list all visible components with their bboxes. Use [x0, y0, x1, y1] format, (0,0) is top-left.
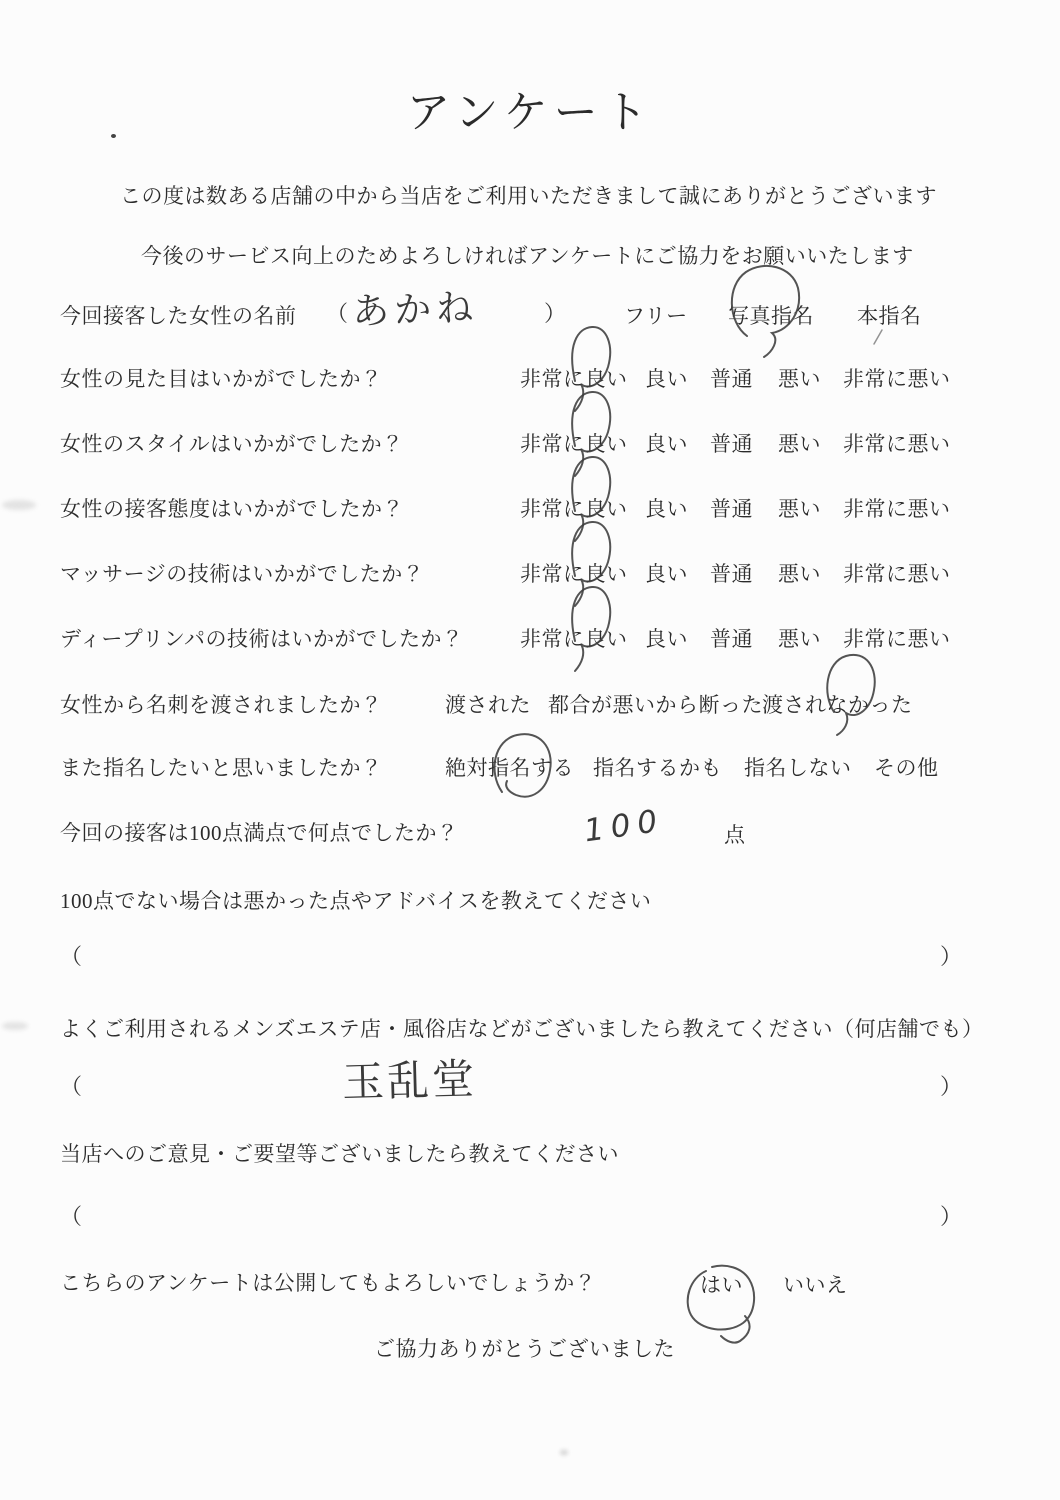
style-option-bad: 悪い	[778, 432, 821, 456]
massage-option-normal: 普通	[710, 562, 753, 586]
massage-option-very-good: 非常に良い	[520, 562, 628, 586]
lymph-option-very-good: 非常に良い	[520, 627, 628, 651]
publish-option-no: いいえ	[783, 1273, 848, 1297]
attitude-question-label: 女性の接客態度はいかがでしたか？	[60, 497, 404, 521]
name-paren-open: （	[326, 301, 349, 326]
rebook-option-definitely: 絶対指名する	[445, 756, 574, 780]
publish-question-label: こちらのアンケートは公開してもよろしいでしょうか？	[60, 1271, 597, 1295]
shops-question-label: よくご利用されるメンズエステ店・風俗店などがございましたら教えてください（何店舗でも）	[60, 1017, 984, 1041]
score-unit: 点	[724, 823, 746, 847]
looks-option-very-bad: 非常に悪い	[843, 367, 951, 391]
lymph-question-label: ディープリンパの技術はいかがでしたか？	[60, 627, 464, 651]
name-option-free: フリー	[624, 304, 688, 328]
attitude-option-normal: 普通	[710, 497, 753, 521]
looks-option-very-good: 非常に良い	[520, 367, 628, 391]
card-option-declined: 都合が悪いから断った	[548, 693, 763, 717]
style-option-normal: 普通	[710, 432, 753, 456]
style-option-very-bad: 非常に悪い	[843, 432, 951, 456]
massage-option-very-bad: 非常に悪い	[843, 562, 951, 586]
opinion-paren-close: ）	[940, 1204, 963, 1229]
scan-speck-bottom	[560, 1450, 568, 1455]
rebook-option-maybe: 指名するかも	[593, 756, 722, 780]
scan-speck-dot	[111, 134, 116, 138]
looks-question-label: 女性の見た目はいかがでしたか？	[60, 367, 383, 391]
scan-smudge-left-2	[2, 1022, 28, 1030]
rebook-option-other: その他	[874, 756, 939, 780]
handwritten-score: 100	[581, 802, 667, 850]
name-paren-close: ）	[544, 301, 567, 326]
scan-smudge-left-1	[2, 500, 36, 510]
lymph-option-bad: 悪い	[778, 627, 821, 651]
style-option-good: 良い	[645, 432, 688, 456]
attitude-option-very-bad: 非常に悪い	[843, 497, 951, 521]
advice-paren-close: ）	[940, 944, 963, 969]
name-question-label: 今回接客した女性の名前	[60, 304, 297, 328]
lymph-option-normal: 普通	[710, 627, 753, 651]
handwritten-shop-name: 玉乱堂	[341, 1054, 478, 1107]
page-title: アンケート	[406, 88, 654, 137]
opinion-question-label: 当店へのご意見・ご要望等ございましたら教えてください	[60, 1142, 619, 1166]
score-question-label: 今回の接客は100点満点で何点でしたか？	[60, 821, 459, 845]
publish-option-yes: はい	[700, 1273, 743, 1297]
closing-message: ご協力ありがとうございました	[374, 1337, 675, 1361]
looks-option-bad: 悪い	[778, 367, 821, 391]
intro-line-1: この度は数ある店舗の中から当店をご利用いただきまして誠にありがとうございます	[120, 184, 937, 208]
attitude-option-good: 良い	[645, 497, 688, 521]
opinion-paren-open: （	[60, 1204, 83, 1229]
looks-option-good: 良い	[645, 367, 688, 391]
name-option-photo-nomination: 写真指名	[728, 304, 814, 328]
looks-option-normal: 普通	[710, 367, 753, 391]
lymph-option-very-bad: 非常に悪い	[843, 627, 951, 651]
massage-option-bad: 悪い	[778, 562, 821, 586]
name-option-regular-nomination: 本指名	[857, 304, 922, 328]
attitude-option-bad: 悪い	[778, 497, 821, 521]
card-option-received: 渡された	[445, 693, 531, 717]
shops-paren-close: ）	[940, 1074, 963, 1099]
card-option-not-received: 渡されなかった	[762, 693, 913, 717]
attitude-option-very-good: 非常に良い	[520, 497, 628, 521]
advice-question-label: 100点でない場合は悪かった点やアドバイスを教えてください	[60, 889, 652, 913]
rebook-question-label: また指名したいと思いましたか？	[60, 756, 383, 780]
massage-question-label: マッサージの技術はいかがでしたか？	[60, 562, 425, 586]
lymph-option-good: 良い	[645, 627, 688, 651]
intro-line-2: 今後のサービス向上のためよろしければアンケートにご協力をお願いいたします	[141, 244, 914, 268]
style-option-very-good: 非常に良い	[520, 432, 628, 456]
rebook-option-no: 指名しない	[744, 756, 852, 780]
handwritten-name: あかね	[351, 285, 479, 334]
shops-paren-open: （	[60, 1074, 83, 1099]
advice-paren-open: （	[60, 944, 83, 969]
pen-tick-mark	[874, 330, 882, 344]
style-question-label: 女性のスタイルはいかがでしたか？	[60, 432, 404, 456]
massage-option-good: 良い	[645, 562, 688, 586]
business-card-question-label: 女性から名刺を渡されましたか？	[60, 693, 383, 717]
